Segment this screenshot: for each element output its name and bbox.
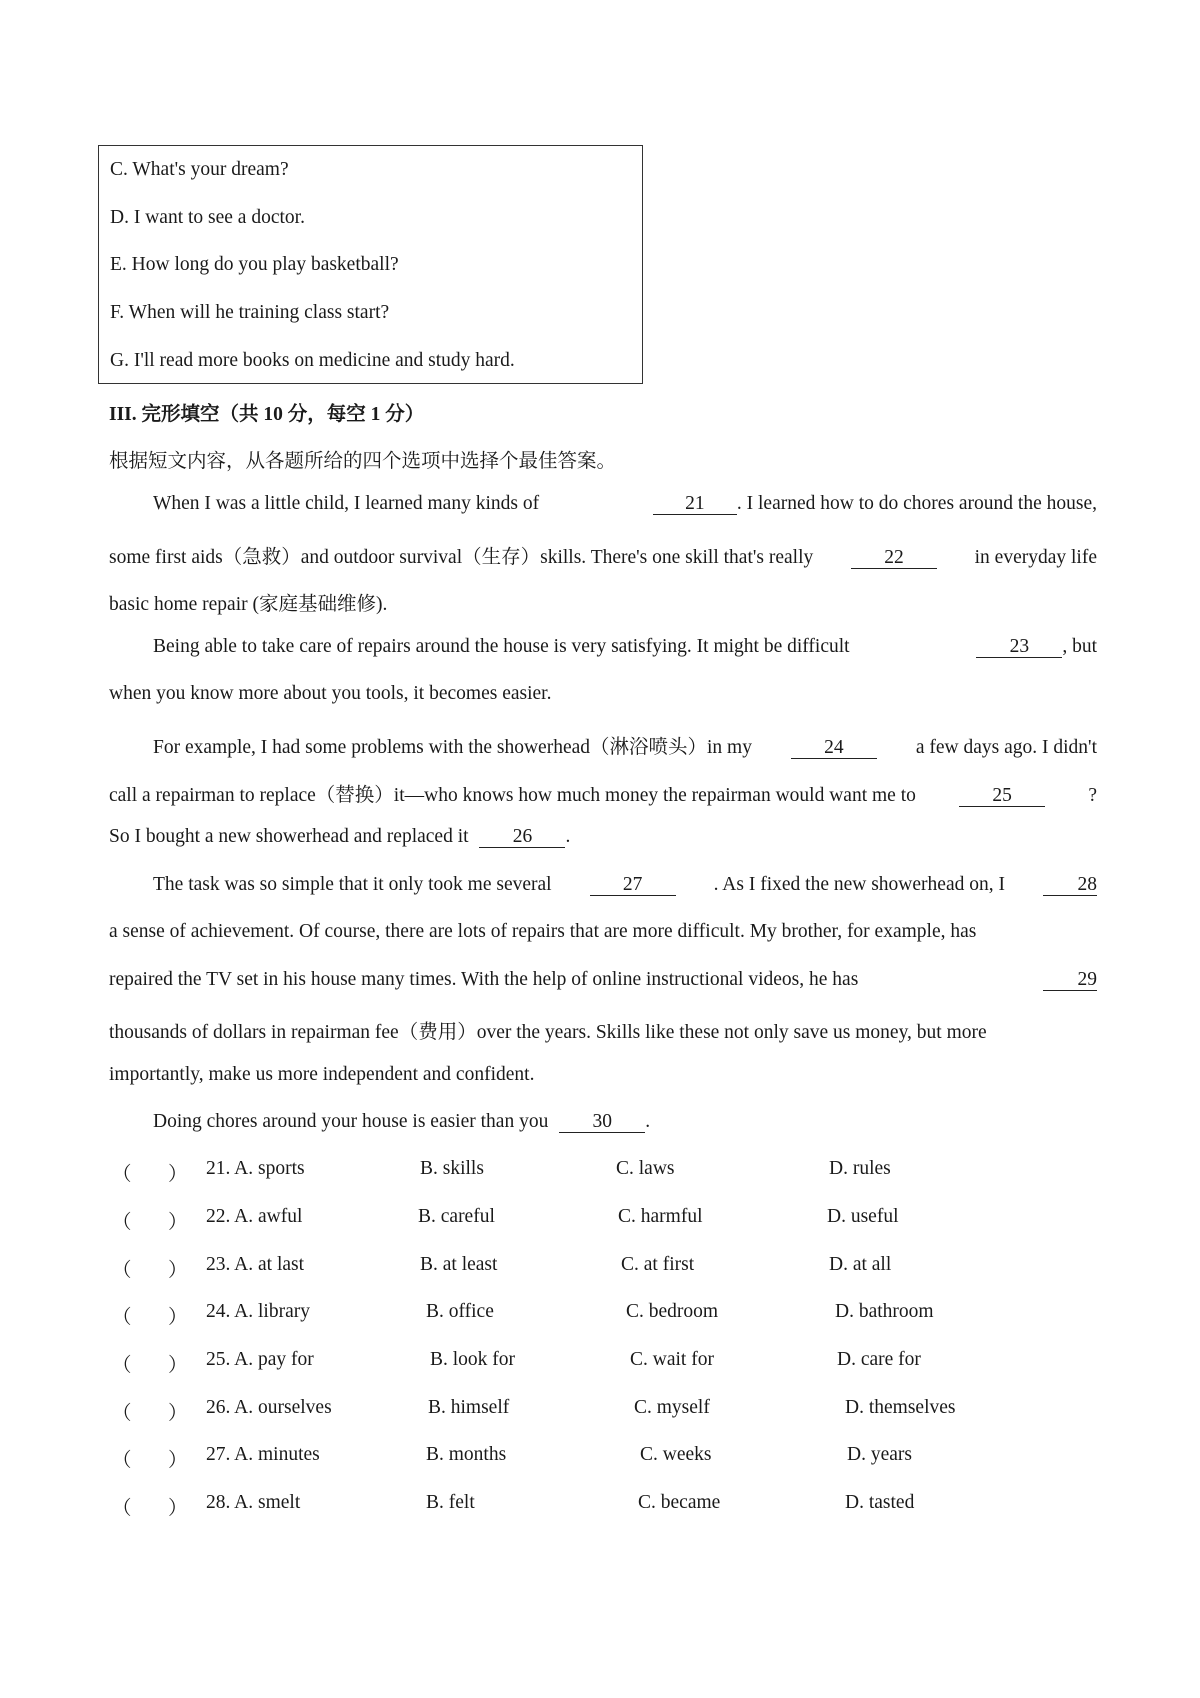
passage-line: So I bought a new showerhead and replaced it 26 . bbox=[109, 826, 571, 847]
answer-paren-open: （ bbox=[112, 1498, 132, 1519]
option-e: E. How long do you play basketball? bbox=[110, 254, 399, 275]
blank-22: 22 bbox=[851, 548, 937, 569]
answer-paren-open: （ bbox=[112, 1164, 132, 1185]
passage-line: some first aids（急救）and outdoor survival（生存）skills. There's one skill that's really 22 in everyday life bbox=[109, 547, 1097, 568]
choice-a: 24. A. library bbox=[206, 1301, 310, 1322]
answer-paren-close: ） bbox=[168, 1498, 188, 1519]
blank-26: 26 bbox=[479, 827, 565, 848]
choice-b: B. skills bbox=[420, 1158, 484, 1179]
choice-d: D. themselves bbox=[845, 1397, 956, 1418]
blank-24: 24 bbox=[791, 738, 877, 759]
blank-27: 27 bbox=[590, 875, 676, 896]
choice-b: B. at least bbox=[420, 1254, 498, 1275]
choice-d: D. useful bbox=[827, 1206, 899, 1227]
choice-c: C. weeks bbox=[640, 1444, 712, 1465]
choice-c: C. at first bbox=[621, 1254, 695, 1275]
choice-c: C. laws bbox=[616, 1158, 675, 1179]
passage-line: importantly, make us more independent and confident. bbox=[109, 1064, 535, 1085]
choice-a: 27. A. minutes bbox=[206, 1444, 320, 1465]
choice-d: D. rules bbox=[829, 1158, 891, 1179]
passage-line: thousands of dollars in repairman fee（费用）over the years. Skills like these not only save us money, but more bbox=[109, 1022, 987, 1043]
choice-c: C. became bbox=[638, 1492, 721, 1513]
passage-line: basic home repair (家庭基础维修). bbox=[109, 594, 388, 615]
choice-c: C. wait for bbox=[630, 1349, 714, 1370]
choice-b: B. months bbox=[426, 1444, 507, 1465]
blank-28: 28 bbox=[1043, 875, 1097, 896]
choice-d: D. tasted bbox=[845, 1492, 915, 1513]
choice-c: C. bedroom bbox=[626, 1301, 719, 1322]
choice-c: C. myself bbox=[634, 1397, 710, 1418]
section-instruction: 根据短文内容，从各题所给的四个选项中选择个最佳答案。 bbox=[109, 451, 617, 472]
passage-line: Being able to take care of repairs around the house is very satisfying. It might be difficult 23 , but bbox=[153, 636, 1097, 657]
options-box bbox=[98, 145, 643, 384]
passage-line: call a repairman to replace（替换）it—who knows how much money the repairman would want me to 25 ? bbox=[109, 785, 1097, 806]
choice-d: D. at all bbox=[829, 1254, 892, 1275]
section-title: III. 完形填空（共 10 分，每空 1 分） bbox=[109, 404, 425, 425]
choice-b: B. felt bbox=[426, 1492, 475, 1513]
passage-line: When I was a little child, I learned many kinds of 21 . I learned how to do chores around the house, bbox=[153, 493, 1097, 514]
choice-b: B. look for bbox=[430, 1349, 516, 1370]
choice-d: D. care for bbox=[837, 1349, 921, 1370]
option-g: G. I'll read more books on medicine and study hard. bbox=[110, 350, 515, 371]
blank-30: 30 bbox=[559, 1112, 645, 1133]
passage-line: Doing chores around your house is easier than you 30 . bbox=[153, 1111, 651, 1132]
answer-paren-open: （ bbox=[112, 1403, 132, 1424]
blank-23: 23 bbox=[976, 637, 1062, 658]
blank-21: 21 bbox=[653, 494, 737, 515]
answer-paren-close: ） bbox=[168, 1212, 188, 1233]
choice-a: 25. A. pay for bbox=[206, 1349, 314, 1370]
choice-b: B. office bbox=[426, 1301, 494, 1322]
choice-d: D. bathroom bbox=[835, 1301, 934, 1322]
choice-a: 23. A. at last bbox=[206, 1254, 305, 1275]
answer-paren-close: ） bbox=[168, 1307, 188, 1328]
passage-line: The task was so simple that it only took me several 27 . As I fixed the new showerhead on, I 28 bbox=[153, 874, 1097, 895]
answer-paren-close: ） bbox=[168, 1355, 188, 1376]
option-f: F. When will he training class start? bbox=[110, 302, 390, 323]
answer-paren-close: ） bbox=[168, 1450, 188, 1471]
answer-paren-close: ） bbox=[168, 1164, 188, 1185]
answer-paren-open: （ bbox=[112, 1355, 132, 1376]
option-c: C. What's your dream? bbox=[110, 159, 289, 180]
answer-paren-open: （ bbox=[112, 1260, 132, 1281]
choice-c: C. harmful bbox=[618, 1206, 703, 1227]
answer-paren-open: （ bbox=[112, 1212, 132, 1233]
answer-paren-open: （ bbox=[112, 1307, 132, 1328]
choice-d: D. years bbox=[847, 1444, 912, 1465]
passage-line: For example, I had some problems with the showerhead（淋浴喷头）in my 24 a few days ago. I didn't bbox=[153, 737, 1097, 758]
passage-line: repaired the TV set in his house many times. With the help of online instructional videos, he has 29 bbox=[109, 969, 1097, 990]
answer-paren-close: ） bbox=[168, 1403, 188, 1424]
choice-a: 21. A. sports bbox=[206, 1158, 305, 1179]
passage-line: a sense of achievement. Of course, there are lots of repairs that are more difficult. My brother, for example, has bbox=[109, 921, 977, 942]
answer-paren-close: ） bbox=[168, 1260, 188, 1281]
option-d: D. I want to see a doctor. bbox=[110, 207, 305, 228]
choice-a: 22. A. awful bbox=[206, 1206, 303, 1227]
choice-a: 28. A. smelt bbox=[206, 1492, 301, 1513]
blank-25: 25 bbox=[959, 786, 1045, 807]
choice-b: B. himself bbox=[428, 1397, 510, 1418]
passage-line: when you know more about you tools, it becomes easier. bbox=[109, 683, 552, 704]
blank-29: 29 bbox=[1043, 970, 1097, 991]
choice-a: 26. A. ourselves bbox=[206, 1397, 332, 1418]
answer-paren-open: （ bbox=[112, 1450, 132, 1471]
choice-b: B. careful bbox=[418, 1206, 495, 1227]
